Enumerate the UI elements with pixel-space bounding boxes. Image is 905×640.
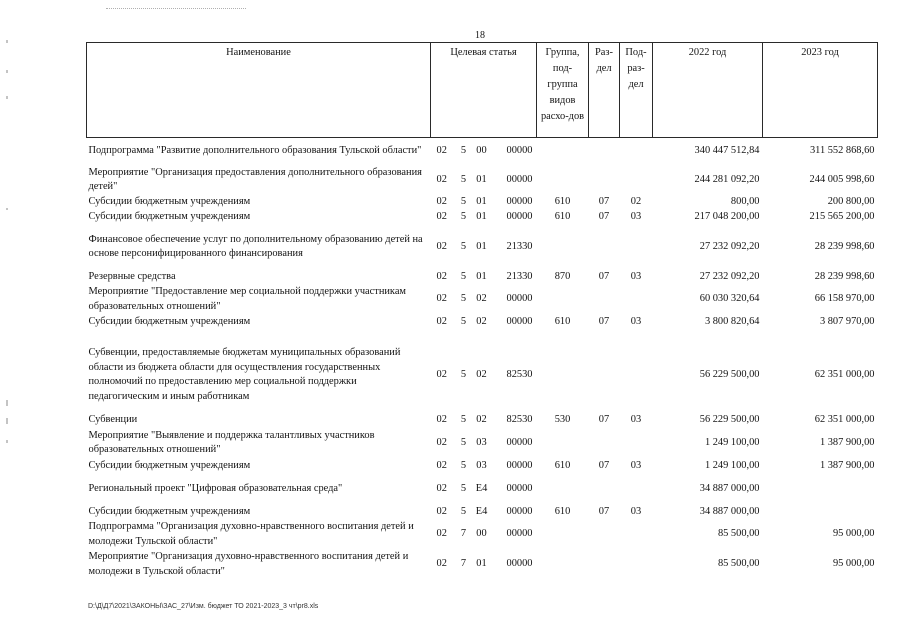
row-target-article [431, 550, 537, 580]
target-article-part: 5 [460, 505, 467, 517]
table-body [87, 138, 878, 580]
header-year-2022: 2022 год [653, 43, 763, 138]
row-amount-2022: 1 249 100,00 [704, 459, 760, 471]
target-article-part: 5 [460, 436, 467, 448]
row-section [589, 166, 620, 195]
row-subsection [620, 338, 653, 413]
target-article-part: 01 [476, 558, 487, 570]
table-row [87, 459, 878, 474]
target-article-part: 82530 [506, 368, 533, 380]
row-expense-group: 610 [554, 505, 571, 517]
target-article-part: 02 [436, 528, 447, 540]
target-article-part: 03 [476, 436, 487, 448]
row-section [589, 428, 620, 459]
row-amount-2022: 60 030 320,64 [699, 293, 760, 305]
target-article-part: 00000 [506, 528, 533, 540]
row-target-article [431, 195, 537, 210]
row-amount-2022: 34 887 000,00 [699, 482, 760, 494]
row-target-article [431, 459, 537, 474]
target-article-part: 02 [476, 413, 487, 425]
row-subsection [620, 166, 653, 195]
row-section: 07 [598, 315, 610, 327]
row-expense-group [537, 520, 589, 550]
row-section [589, 225, 620, 270]
table-row [87, 413, 878, 428]
target-article-part: 02 [436, 482, 447, 494]
target-article-part: 02 [436, 195, 447, 207]
target-article-part: 02 [436, 436, 447, 448]
row-subsection: 02 [630, 195, 642, 207]
row-expense-group: 530 [554, 413, 571, 425]
row-name: Мероприятие "Организация духовно-нравственного воспитания детей и молодежи в Тульской области" [88, 551, 409, 577]
row-target-article [431, 428, 537, 459]
row-section: 07 [598, 413, 610, 425]
table-row [87, 166, 878, 195]
table-row [87, 550, 878, 580]
row-amount-2023: 28 239 998,60 [814, 270, 875, 282]
target-article-part: 02 [476, 293, 487, 305]
target-article-part: 5 [460, 459, 467, 471]
row-name: Субсидии бюджетным учреждениям [88, 459, 251, 471]
target-article-part: 00000 [506, 505, 533, 517]
row-subsection [620, 550, 653, 580]
row-subsection [620, 285, 653, 315]
header-target-article: Целевая статья [431, 43, 537, 138]
target-article-part: 7 [460, 528, 467, 540]
row-expense-group: 610 [554, 195, 571, 207]
target-article-part: 5 [460, 240, 467, 252]
row-amount-2022: 3 800 820,64 [704, 315, 760, 327]
row-section [589, 138, 620, 166]
target-article-part: 00 [476, 528, 487, 540]
row-expense-group: 610 [554, 315, 571, 327]
row-subsection: 03 [630, 270, 642, 282]
target-article-part: 00 [476, 145, 487, 157]
table-row [87, 285, 878, 315]
row-target-article [431, 315, 537, 330]
target-article-part: 02 [476, 368, 487, 380]
table-row [87, 210, 878, 225]
target-article-part: 01 [476, 173, 487, 185]
row-target-article [431, 225, 537, 270]
row-subsection [620, 474, 653, 505]
header-expense-group: Группа, под-группа видов расхо-дов [537, 43, 589, 138]
row-amount-2022: 85 500,00 [717, 528, 760, 540]
row-amount-2023: 1 387 900,00 [819, 436, 875, 448]
row-expense-group: 870 [554, 270, 571, 282]
target-article-part: 21330 [506, 240, 533, 252]
row-amount-2023: 215 565 200,00 [809, 210, 875, 222]
table-row [87, 270, 878, 285]
target-article-part: 00000 [506, 459, 533, 471]
target-article-part: 00000 [506, 482, 533, 494]
row-section: 07 [598, 210, 610, 222]
row-target-article [431, 138, 537, 166]
table-row [87, 225, 878, 270]
table-row [87, 474, 878, 505]
row-target-article [431, 474, 537, 505]
row-subsection: 03 [630, 210, 642, 222]
file-path-footer: D:\Д\Д7\2021\ЗАКОНЫ\ЗАС_27\Изм. бюджет ТО 2021-2023_3 чт\pr8.xls [88, 603, 319, 610]
row-subsection [620, 520, 653, 550]
target-article-part: 02 [436, 210, 447, 222]
row-amount-2022: 800,00 [730, 195, 760, 207]
table-row [87, 138, 878, 166]
row-section [589, 285, 620, 315]
row-section: 07 [598, 195, 610, 207]
row-amount-2023: 95 000,00 [832, 528, 875, 540]
target-article-part: 02 [436, 145, 447, 157]
row-amount-2022: 217 048 200,00 [694, 210, 760, 222]
target-article-part: 5 [460, 270, 467, 282]
target-article-part: 01 [476, 210, 487, 222]
row-target-article [431, 285, 537, 315]
target-article-part: 21330 [506, 270, 533, 282]
row-amount-2022: 34 887 000,00 [699, 505, 760, 517]
row-amount-2022: 56 229 500,00 [699, 413, 760, 425]
row-target-article [431, 505, 537, 520]
row-expense-group [537, 428, 589, 459]
row-amount-2023: 95 000,00 [832, 558, 875, 570]
row-section [589, 338, 620, 413]
row-amount-2023: 244 005 998,60 [809, 173, 875, 185]
row-name: Мероприятие "Предоставление мер социальной поддержки участникам образовательных отношений" [88, 286, 407, 312]
row-subsection: 03 [630, 413, 642, 425]
target-article-part: 00000 [506, 558, 533, 570]
target-article-part: 5 [460, 145, 467, 157]
target-article-part: 5 [460, 315, 467, 327]
target-article-part: 00000 [506, 436, 533, 448]
target-article-part: 02 [436, 558, 447, 570]
target-article-part: 00000 [506, 210, 533, 222]
header-subsection: Под-раз-дел [620, 43, 653, 138]
row-amount-2023 [763, 474, 878, 505]
row-expense-group [537, 166, 589, 195]
row-amount-2022: 244 281 092,20 [694, 173, 760, 185]
row-name: Субвенции, предоставляемые бюджетам муниципальных образований области из бюджета области для осуществления государственных полномочий по предоставлению мер социальной поддержки педагогическим и иным работникам [88, 347, 401, 402]
row-subsection: 03 [630, 505, 642, 517]
row-expense-group [537, 550, 589, 580]
target-article-part: 02 [436, 173, 447, 185]
target-article-part: 00000 [506, 145, 533, 157]
target-article-part: 5 [460, 173, 467, 185]
budget-table [86, 42, 878, 580]
row-amount-2022: 56 229 500,00 [699, 368, 760, 380]
header-name: Наименование [87, 43, 431, 138]
target-article-part: 7 [460, 558, 467, 570]
row-name: Мероприятие "Выявление и поддержка талантливых участников образовательных отношений" [88, 429, 375, 456]
row-expense-group [537, 225, 589, 270]
target-article-part: 5 [460, 293, 467, 305]
row-subsection [620, 428, 653, 459]
row-name: Финансовое обеспечение услуг по дополнительному образованию детей на основе персонифицированного финансирования [88, 233, 423, 260]
row-target-article [431, 270, 537, 285]
row-name: Субвенции [88, 413, 138, 425]
row-target-article [431, 338, 537, 413]
row-subsection: 03 [630, 315, 642, 327]
table-row [87, 315, 878, 330]
row-amount-2023: 200 800,00 [827, 195, 875, 207]
row-amount-2023: 3 807 970,00 [819, 315, 875, 327]
row-amount-2022: 27 232 092,20 [699, 240, 760, 252]
target-article-part: 02 [436, 315, 447, 327]
target-article-part: 02 [436, 368, 447, 380]
target-article-part: 02 [436, 293, 447, 305]
row-name: Подпрограмма "Организация духовно-нравственного воспитания детей и молодежи Тульской области" [88, 521, 414, 547]
row-target-article [431, 166, 537, 195]
target-article-part: 82530 [506, 413, 533, 425]
row-amount-2023 [763, 505, 878, 520]
target-article-part: 00000 [506, 315, 533, 327]
target-article-part: 5 [460, 413, 467, 425]
row-amount-2023: 62 351 000,00 [814, 368, 875, 380]
row-amount-2023: 311 552 868,60 [809, 145, 875, 157]
page-number: 18 [475, 30, 485, 41]
row-name: Подпрограмма "Развитие дополнительного образования Тульской области" [88, 145, 422, 157]
table-row [87, 520, 878, 550]
row-amount-2023: 62 351 000,00 [814, 413, 875, 425]
table-row [87, 195, 878, 210]
table-row [87, 338, 878, 413]
table-header-row [87, 43, 878, 138]
row-name: Региональный проект "Цифровая образовательная среда" [88, 482, 343, 494]
row-name: Резервные средства [88, 270, 176, 282]
row-amount-2023: 28 239 998,60 [814, 240, 875, 252]
row-name: Субсидии бюджетным учреждениям [88, 195, 251, 207]
top-mark [106, 8, 246, 13]
row-expense-group: 610 [554, 210, 571, 222]
target-article-part: 5 [460, 482, 467, 494]
target-article-part: 01 [476, 270, 487, 282]
row-expense-group [537, 138, 589, 166]
row-section [589, 520, 620, 550]
target-article-part: 5 [460, 210, 467, 222]
target-article-part: 01 [476, 240, 487, 252]
row-expense-group [537, 285, 589, 315]
row-amount-2023: 1 387 900,00 [819, 459, 875, 471]
target-article-part: 02 [436, 459, 447, 471]
row-section [589, 474, 620, 505]
row-expense-group [537, 338, 589, 413]
target-article-part: 5 [460, 368, 467, 380]
row-amount-2022: 1 249 100,00 [704, 436, 760, 448]
row-section: 07 [598, 270, 610, 282]
table-row [87, 428, 878, 459]
row-name: Субсидии бюджетным учреждениям [88, 210, 251, 222]
row-target-article [431, 413, 537, 428]
row-target-article [431, 520, 537, 550]
row-amount-2022: 340 447 512,84 [694, 145, 760, 157]
target-article-part: 02 [476, 315, 487, 327]
target-article-part: E4 [475, 482, 488, 494]
header-section: Раз-дел [589, 43, 620, 138]
row-section: 07 [598, 459, 610, 471]
row-expense-group [537, 474, 589, 505]
target-article-part: 02 [436, 270, 447, 282]
table-row [87, 505, 878, 520]
target-article-part: 00000 [506, 195, 533, 207]
target-article-part: 00000 [506, 293, 533, 305]
target-article-part: 00000 [506, 173, 533, 185]
row-section [589, 550, 620, 580]
row-subsection [620, 225, 653, 270]
row-name: Субсидии бюджетным учреждениям [88, 315, 251, 327]
row-amount-2022: 85 500,00 [717, 558, 760, 570]
row-spacer [87, 330, 878, 338]
row-name: Мероприятие "Организация предоставления дополнительного образования детей" [88, 166, 422, 193]
row-target-article [431, 210, 537, 225]
target-article-part: E4 [475, 505, 488, 517]
row-section: 07 [598, 505, 610, 517]
target-article-part: 01 [476, 195, 487, 207]
row-subsection: 03 [630, 459, 642, 471]
target-article-part: 03 [476, 459, 487, 471]
target-article-part: 02 [436, 505, 447, 517]
row-amount-2022: 27 232 092,20 [699, 270, 760, 282]
target-article-part: 02 [436, 240, 447, 252]
row-amount-2023: 66 158 970,00 [814, 293, 875, 305]
target-article-part: 5 [460, 195, 467, 207]
target-article-part: 02 [436, 413, 447, 425]
row-name: Субсидии бюджетным учреждениям [88, 505, 251, 517]
row-expense-group: 610 [554, 459, 571, 471]
header-year-2023: 2023 год [763, 43, 878, 138]
row-subsection [620, 138, 653, 166]
